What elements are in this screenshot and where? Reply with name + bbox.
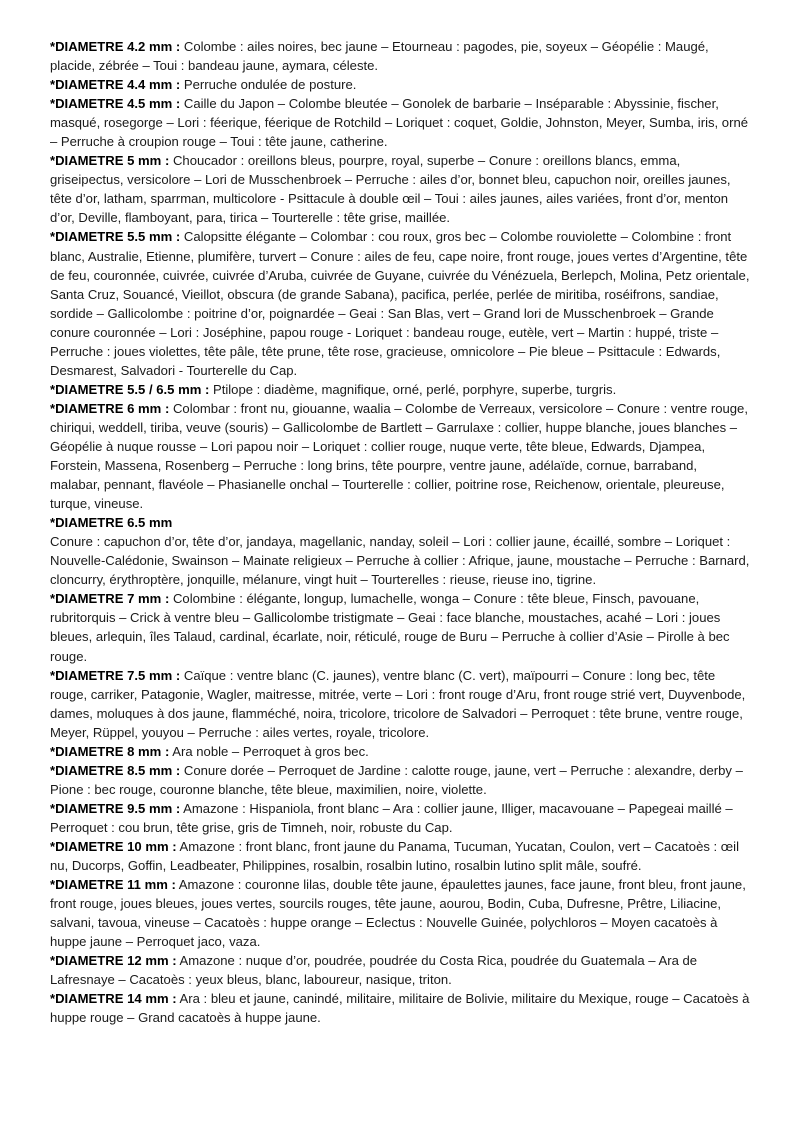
diameter-label: *DIAMETRE 12 mm :	[50, 953, 177, 969]
diameter-label: *DIAMETRE 10 mm :	[50, 838, 177, 854]
diameter-entry-9-5	[50, 799, 750, 837]
diameter-label: *DIAMETRE 6.5 mm	[50, 515, 173, 531]
species-list: Colombe : ailes noires, bec jaune – Etourneau : pagodes, pie, soyeux – Géopélie : Maugé, placide, zébrée – Toui : bandeau jaune, aymara, céleste.	[50, 39, 709, 74]
species-list: Conure : capuchon d’or, tête d’or, jandaya, magellanic, nanday, soleil – Lori : collier jaune, écaillé, sombre – Loriquet : Nouvelle-Calédonie, Swainson – Mainate religieux – Perruche à collier : Afrique, jaune, moustache – Perruche : Barnard, cloncurry, érythroptère, jonquille, mélanure, vingt huit – Tourterelles : rieuse, rieuse ino, tigrine.	[50, 534, 750, 588]
diameter-entry-12	[50, 951, 750, 989]
diameter-entry-14	[50, 989, 750, 1027]
diameter-label: *DIAMETRE 4.2 mm :	[50, 39, 181, 54]
diameter-label: *DIAMETRE 14 mm :	[50, 991, 177, 1007]
species-list: Perruche ondulée de posture.	[180, 77, 357, 93]
diameter-label: *DIAMETRE 4.4 mm :	[50, 77, 181, 93]
species-list: Calopsitte élégante – Colombar : cou roux, gros bec – Colombe rouviolette – Colombine : front blanc, Australie, Etienne, plumifère, turvert – Conure : ailes de feu, cape noire, front rouge, joues vertes d’Argentine, tête de feu, couronnée, cuivrée, cuivrée d’Aruba, cuivrée de Guyane, cuivrée du Vénézuela, Berlepch, Molina, Petz orientale, Santa Cruz, Souancé, Vieillot, obscura (de grande Sabana), pacifica, perlée, perlée de miritiba, roséifrons, sandiae, sordide – Gallicolombe : poitrine d’or, poignardée – Geai : San Blas, vert – Grand lori de Musschenbroek – Grande conure couronnée – Lori : Joséphine, papou rouge - Loriquet : bandeau rouge, eutèle, vert – Martin : huppé, triste – Perruche : joues violettes, tête pâle, tête prune, tête rose, gracieuse, omnicolore – Pie bleue – Psittacule : Edwards, Desmarest, Salvadori - Tourterelle du Cap.	[50, 229, 750, 378]
species-list: Colombar : front nu, giouanne, waalia – Colombe de Verreaux, versicolore – Conure : ventre rouge, chiriqui, weddell, tiriba, veuve (souris) – Gallicolombe de Bartlett – Garrulaxe : collier, huppe blanche, joues blanches – Géopélie à nuque rousse – Lori papou noir – Loriquet : collier rouge, nuque verte, tête bleue, Edwards, Djampea, Forstein, Massena, Rosenberg – Perruche : long brins, tête pourpre, ventre jaune, adélaïde, cornue, barraband, malabar, pennant, flavéole – Phasianelle onchal – Tourterelle : collier, poitrine rose, Reichenow, orientale, pleureuse, turque, vineuse.	[50, 400, 748, 512]
species-list: Amazone : Hispaniola, front blanc – Ara : collier jaune, Illiger, macavouane – Papegeai maillé – Perroquet : cou brun, tête grise, gris de Timneh, noir, robuste du Cap.	[50, 800, 733, 835]
diameter-entry-6	[50, 399, 750, 513]
diameter-entry-8-5	[50, 761, 750, 799]
species-list: Ara noble – Perroquet à gros bec.	[169, 743, 369, 759]
diameter-label: *DIAMETRE 7 mm :	[50, 591, 170, 607]
diameter-entry-4-2	[50, 37, 750, 75]
diameter-label: *DIAMETRE 6 mm :	[50, 400, 170, 416]
species-list: Conure dorée – Perroquet de Jardine : calotte rouge, jaune, vert – Perruche : alexandre, derby – Pione : bec rouge, couronne blanche, tête bleue, maximilien, noire, violette.	[50, 762, 743, 797]
diameter-label: *DIAMETRE 9.5 mm :	[50, 800, 181, 816]
species-list: Amazone : couronne lilas, double tête jaune, épaulettes jaunes, face jaune, front bleu, front jaune, front rouge, joues bleues, joues vertes, sourcils rouges, tête jaune, aourou, Bodin, Cuba, Dufresne, Prêtre, Liliacine, salvani, tavoua, vineuse – Cacatoès : huppe orange – Eclectus : Nouvelle Guinée, polychloros – Moyen cacatoès à huppe jaune – Perroquet jaco, vaza.	[50, 877, 746, 950]
diameter-label: *DIAMETRE 5.5 / 6.5 mm :	[50, 381, 210, 397]
diameter-label: *DIAMETRE 4.5 mm :	[50, 96, 181, 112]
diameter-label: *DIAMETRE 11 mm :	[50, 877, 176, 893]
species-list: Ptilope : diadème, magnifique, orné, perlé, porphyre, superbe, turgris.	[209, 381, 617, 397]
diameter-label: *DIAMETRE 5.5 mm :	[50, 229, 181, 245]
species-list: Caille du Japon – Colombe bleutée – Gonolek de barbarie – Inséparable : Abyssinie, fischer, masqué, rosegorge – Lori : féerique, féerique de Rotchild – Loriquet : coquet, Goldie, Johnston, Meyer, Sumba, iris, orné – Perruche à croupion rouge – Toui : tête jaune, catherine.	[50, 96, 749, 150]
diameter-entry-4-4	[50, 75, 750, 94]
diameter-entry-7-5	[50, 666, 750, 742]
diameter-entry-4-5	[50, 94, 750, 151]
diameter-entry-5	[50, 151, 750, 227]
diameter-entry-5-5	[50, 227, 750, 379]
species-list: Ara : bleu et jaune, canindé, militaire, militaire de Bolivie, militaire du Mexique, rouge – Cacatoès à huppe rouge – Grand cacatoès à huppe jaune.	[50, 991, 750, 1026]
diameter-entry-6-5	[50, 513, 750, 532]
diameter-label: *DIAMETRE 7.5 mm :	[50, 667, 181, 683]
species-list: Caïque : ventre blanc (C. jaunes), ventre blanc (C. vert), maïpourri – Conure : long bec, tête rouge, carriker, Patagonie, Wagler, maitresse, mitrée, verte – Lori : front rouge d’Aru, front rouge strié vert, Duyvenbode, dames, moluques à dos jaune, flamméché, noira, tricolore, tricolore de Salvadori – Perroquet : tête brune, ventre rouge, Meyer, Rüppel, youyou – Perruche : ailes vertes, royale, tricolore.	[50, 667, 746, 740]
species-list: Colombine : élégante, longup, lumachelle, wonga – Conure : tête bleue, Finsch, pavouane, rubritorquis – Crick à ventre bleu – Gallicolombe tristigmate – Geai : face blanche, moustaches, acahé – Lori : joues bleues, arlequin, îles Talaud, cardinal, écarlate, noir, réticulé, rouge de Buru – Perruche à collier d’Asie – Pirolle à bec rouge.	[50, 591, 730, 664]
document-page	[50, 37, 750, 1027]
species-list: Amazone : nuque d’or, poudrée, poudrée du Costa Rica, poudrée du Guatemala – Ara de Lafresnaye – Cacatoès : yeux bleus, blanc, laboureur, nasique, triton.	[50, 953, 698, 988]
species-list: Amazone : front blanc, front jaune du Panama, Tucuman, Yucatan, Coulon, vert – Cacatoès : œil nu, Ducorps, Goffin, Leadbeater, Philippines, rosalbin, rosalbin lutino, rosalbin lutino split mâle, soufré.	[50, 838, 739, 874]
diameter-entry-6-5-list	[50, 532, 750, 589]
diameter-entry-8	[50, 742, 750, 761]
diameter-entry-7	[50, 589, 750, 665]
diameter-entry-11	[50, 875, 750, 951]
diameter-entry-5-5-6-5	[50, 380, 750, 399]
species-list: Choucador : oreillons bleus, pourpre, royal, superbe – Conure : oreillons blancs, emma, griseipectus, versicolore – Lori de Musschenbroek – Perruche : ailes d’or, bonnet bleu, capuchon noir, oreilles jaunes, tête d’or, latham, sparrman, multicolore - Psittacule à double œil – Toui : ailes jaunes, ailes variées, front d’or, menton d’or, Deville, flamboyant, para, tirica – Tourterelle : tête grise, maillée.	[50, 153, 731, 226]
diameter-label: *DIAMETRE 8.5 mm :	[50, 762, 181, 778]
diameter-label: *DIAMETRE 8 mm :	[50, 743, 170, 759]
diameter-entry-10	[50, 837, 750, 875]
diameter-label: *DIAMETRE 5 mm :	[50, 153, 170, 169]
